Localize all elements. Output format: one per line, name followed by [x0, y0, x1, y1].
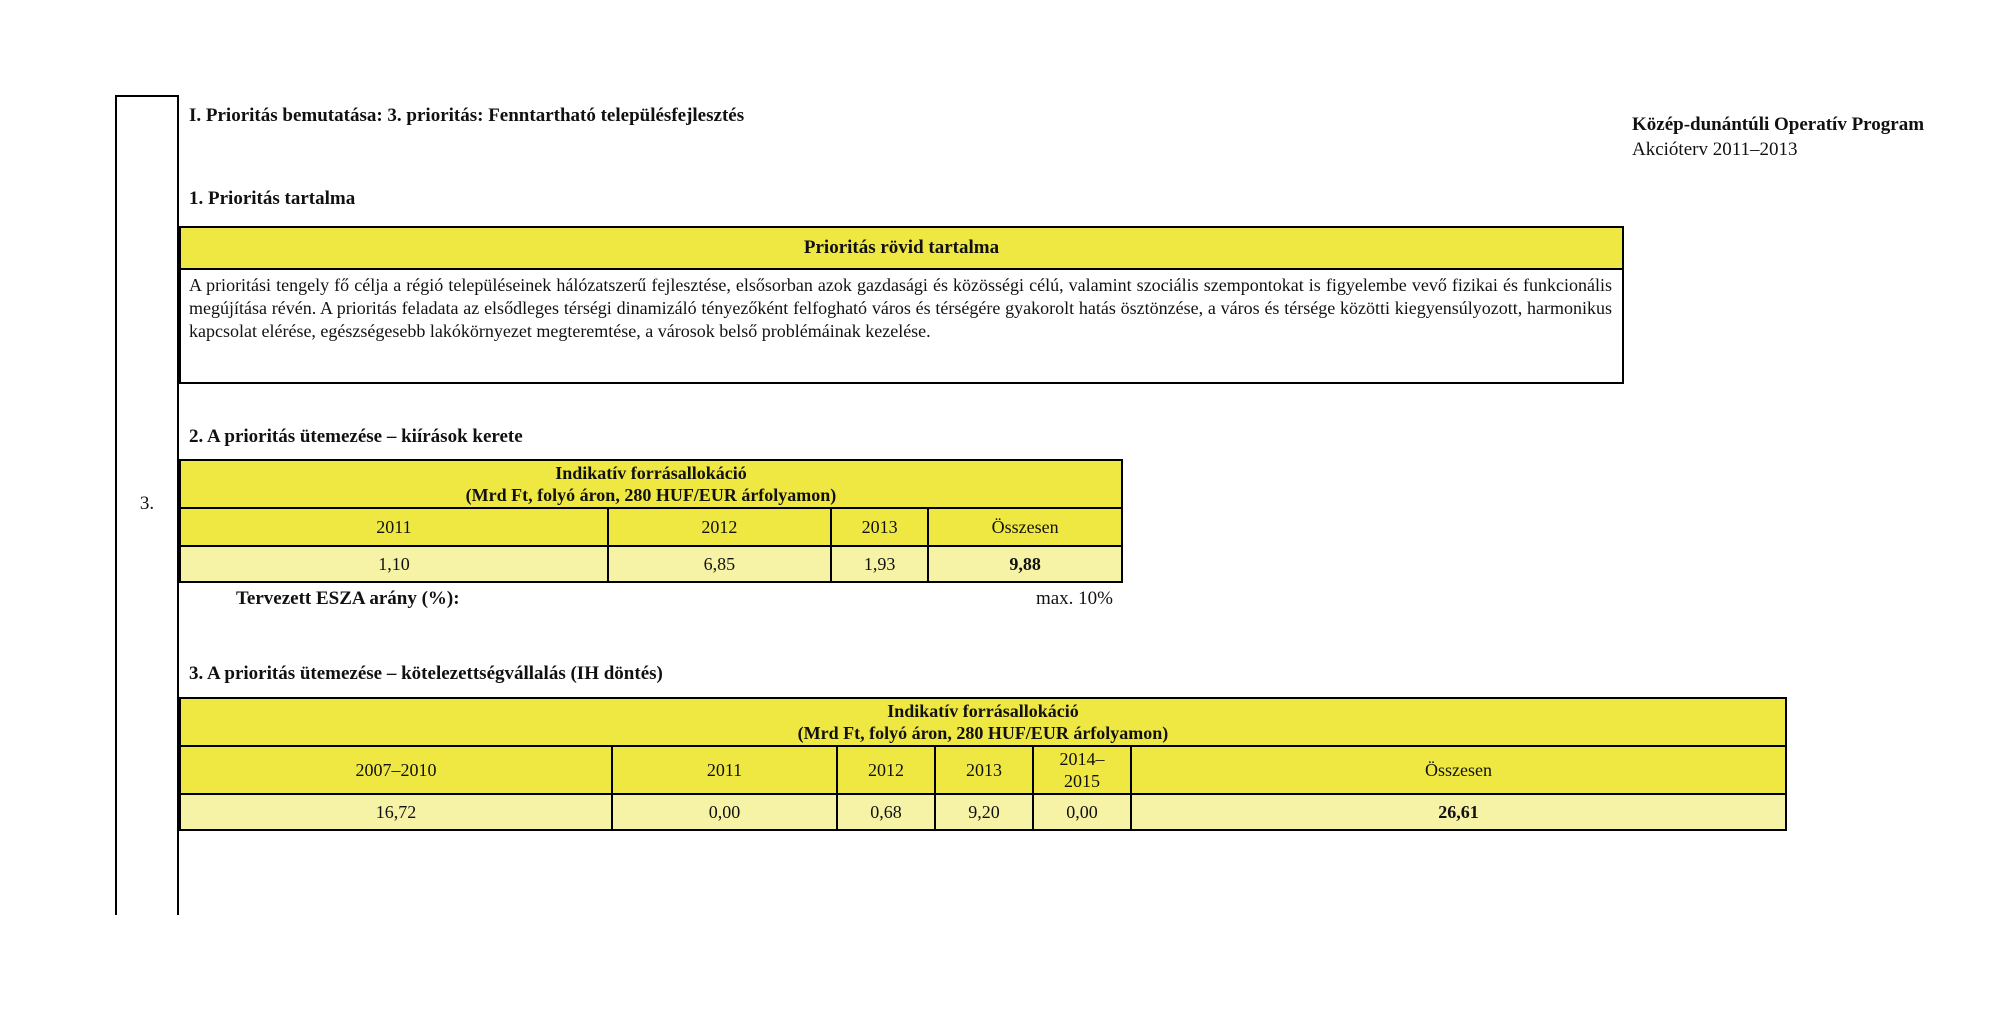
table-cell: 1,10	[180, 546, 608, 582]
column-header: 2011	[180, 508, 608, 546]
table-cell-total: 9,88	[928, 546, 1122, 582]
section1-heading: 1. Prioritás tartalma	[189, 188, 356, 209]
table-title-line1: Indikatív forrásallokáció	[555, 463, 747, 483]
table-cell-total: 26,61	[1131, 794, 1786, 830]
document-header	[1632, 112, 1924, 162]
column-header-line2: 2015	[1064, 771, 1100, 791]
row-number: 3.	[139, 493, 155, 514]
section2-heading: 2. A prioritás ütemezése – kiírások kerete	[189, 426, 523, 447]
table-cell: 0,00	[612, 794, 837, 830]
plan-period: Akcióterv 2011–2013	[1632, 139, 1798, 160]
column-header: 2012	[837, 746, 935, 794]
column-header	[1033, 746, 1131, 794]
table-cell: 0,00	[1033, 794, 1131, 830]
table-header	[180, 698, 1786, 746]
column-header: Összesen	[928, 508, 1122, 546]
column-header: 2013	[831, 508, 928, 546]
section3-heading: 3. A prioritás ütemezése – kötelezettségvállalás (IH döntés)	[189, 663, 663, 684]
table-header	[180, 460, 1122, 508]
column-header-line1: 2014–	[1059, 749, 1105, 769]
esza-value: max. 10%	[1035, 588, 1113, 609]
table-cell: 16,72	[180, 794, 612, 830]
column-header: 2012	[608, 508, 831, 546]
esza-label: Tervezett ESZA arány (%):	[236, 588, 460, 609]
column-header: 2013	[935, 746, 1033, 794]
table-cell: 9,20	[935, 794, 1033, 830]
table-cell: 6,85	[608, 546, 831, 582]
allocation-table-calls	[179, 459, 1123, 583]
table-cell: 0,68	[837, 794, 935, 830]
table-cell: 1,93	[831, 546, 928, 582]
table-title-line2: (Mrd Ft, folyó áron, 280 HUF/EUR árfolyamon)	[797, 723, 1169, 743]
program-name: Közép-dunántúli Operatív Program	[1632, 114, 1925, 135]
column-header: 2011	[612, 746, 837, 794]
priority-summary-text: A prioritási tengely fő célja a régió településeinek hálózatszerű fejlesztése, elsősorban azok gazdasági és közösségi célú, valamint szociális szempontokat is figyelembe vevő fizikai és funkcionális megújítása révén. A prioritás feladata az elsődleges térségi dinamizáló tényezőként felfogható város és térségére gyakorolt hatás ösztönzése, a város és térsége közötti kiegyensúlyozott, harmonikus kapcsolat elérése, egészségesebb lakókörnyezet megteremtése, a városok belső problémáinak kezelése.	[189, 275, 1612, 341]
column-header: 2007–2010	[180, 746, 612, 794]
priority-summary-title: Prioritás rövid tartalma	[181, 228, 1622, 270]
page-title: I. Prioritás bemutatása: 3. prioritás: Fenntartható településfejlesztés	[189, 105, 745, 126]
table-title-line1: Indikatív forrásallokáció	[887, 701, 1079, 721]
column-header: Összesen	[1131, 746, 1786, 794]
allocation-table-commitments	[179, 697, 1787, 831]
table-title-line2: (Mrd Ft, folyó áron, 280 HUF/EUR árfolyamon)	[465, 485, 837, 505]
priority-summary-box	[179, 226, 1624, 384]
